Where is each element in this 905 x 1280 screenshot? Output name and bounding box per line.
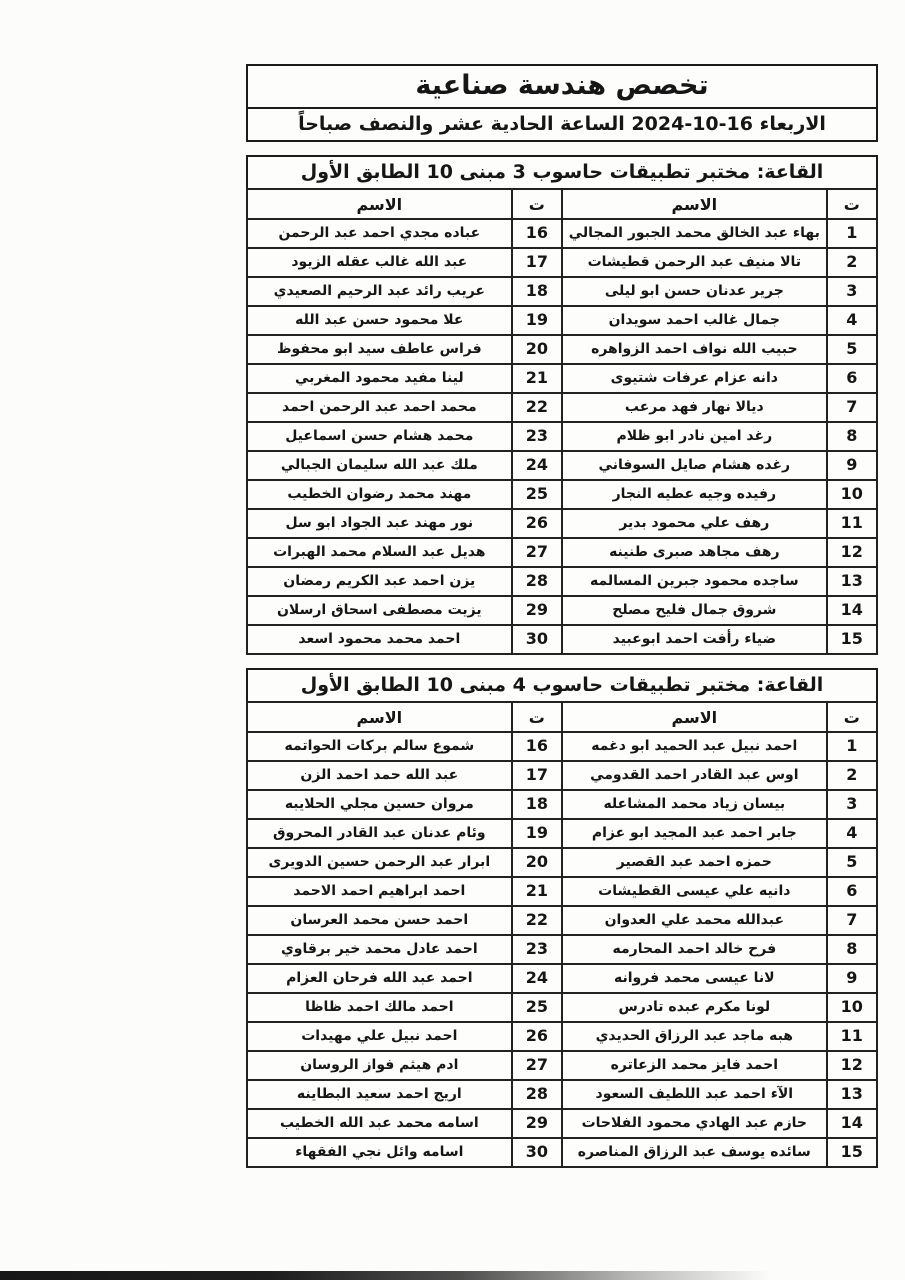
name-cell: حمزه احمد عبد القصير [562, 848, 827, 877]
seq-cell: 6 [827, 877, 877, 906]
name-cell: اوس عبد القادر احمد القدومي [562, 761, 827, 790]
roster-header-row [247, 702, 877, 732]
seq-cell: 7 [827, 393, 877, 422]
seq-cell: 30 [512, 625, 562, 654]
name-cell: اريج احمد سعيد البطاينه [247, 1080, 512, 1109]
seq-cell: 28 [512, 567, 562, 596]
name-cell: مهند محمد رضوان الخطيب [247, 480, 512, 509]
seq-cell: 16 [512, 732, 562, 761]
seq-cell: 30 [512, 1138, 562, 1167]
seq-cell: 12 [827, 1051, 877, 1080]
name-cell: محمد هشام حسن اسماعيل [247, 422, 512, 451]
name-cell: جابر احمد عبد المجيد ابو عزام [562, 819, 827, 848]
seq-cell: 10 [827, 480, 877, 509]
seq-cell: 5 [827, 335, 877, 364]
name-cell: عبد الله حمد احمد الزن [247, 761, 512, 790]
seq-cell: 15 [827, 625, 877, 654]
seq-cell: 29 [512, 596, 562, 625]
page-title: تخصص هندسة صناعية [246, 64, 878, 109]
document-content [246, 64, 878, 1168]
table-row [247, 1051, 877, 1080]
name-cell: احمد محمد محمود اسعد [247, 625, 512, 654]
seq-cell: 21 [512, 877, 562, 906]
name-cell: احمد عبد الله فرحان العزام [247, 964, 512, 993]
column-header-seq: ت [827, 189, 877, 219]
name-cell: بيسان زياد محمد المشاعله [562, 790, 827, 819]
name-cell: عبد الله غالب عقله الزيود [247, 248, 512, 277]
name-cell: تالا منيف عبد الرحمن قطيشات [562, 248, 827, 277]
name-cell: لانا عيسى محمد فروانه [562, 964, 827, 993]
seq-cell: 17 [512, 761, 562, 790]
table-row [247, 567, 877, 596]
name-cell: مروان حسين مجلي الحلايبه [247, 790, 512, 819]
seq-cell: 16 [512, 219, 562, 248]
table-row [247, 538, 877, 567]
name-cell: احمد مالك احمد ظاظا [247, 993, 512, 1022]
name-cell: ابرار عبد الرحمن حسين الدويرى [247, 848, 512, 877]
table-row [247, 509, 877, 538]
seq-cell: 11 [827, 509, 877, 538]
seq-cell: 1 [827, 219, 877, 248]
name-cell: دانيه علي عيسى القطيشات [562, 877, 827, 906]
seq-cell: 27 [512, 538, 562, 567]
name-cell: محمد احمد عبد الرحمن احمد [247, 393, 512, 422]
seq-cell: 18 [512, 790, 562, 819]
seq-cell: 2 [827, 761, 877, 790]
seq-cell: 20 [512, 848, 562, 877]
seq-cell: 22 [512, 393, 562, 422]
name-cell: ديالا نهار فهد مرعب [562, 393, 827, 422]
seq-cell: 6 [827, 364, 877, 393]
table-row [247, 248, 877, 277]
seq-cell: 14 [827, 596, 877, 625]
name-cell: ضياء رأفت احمد ابوعبيد [562, 625, 827, 654]
name-cell: سائده يوسف عبد الرزاق المناصره [562, 1138, 827, 1167]
table-row [247, 306, 877, 335]
table-row [247, 1138, 877, 1167]
name-cell: حبيب الله نواف احمد الزواهره [562, 335, 827, 364]
table-row [247, 993, 877, 1022]
seq-cell: 4 [827, 819, 877, 848]
name-cell: شموع سالم بركات الحواتمه [247, 732, 512, 761]
seq-cell: 2 [827, 248, 877, 277]
table-row [247, 393, 877, 422]
table-row [247, 422, 877, 451]
room-table-2 [246, 668, 878, 1168]
name-cell: دانه عزام عرفات شتيوى [562, 364, 827, 393]
table-row [247, 732, 877, 761]
name-cell: رغده هشام صايل السوفاني [562, 451, 827, 480]
column-header-seq: ت [512, 702, 562, 732]
name-cell: جرير عدنان حسن ابو ليلى [562, 277, 827, 306]
seq-cell: 27 [512, 1051, 562, 1080]
table-row [247, 219, 877, 248]
table-row [247, 906, 877, 935]
name-cell: جمال غالب احمد سويدان [562, 306, 827, 335]
column-header-name: الاسم [247, 702, 512, 732]
name-cell: عريب رائد عبد الرحيم الصعيدي [247, 277, 512, 306]
column-header-seq: ت [512, 189, 562, 219]
table-row [247, 848, 877, 877]
column-header-name: الاسم [562, 702, 827, 732]
seq-cell: 18 [512, 277, 562, 306]
roster-body [247, 732, 877, 1167]
name-cell: حازم عبد الهادي محمود الفلاحات [562, 1109, 827, 1138]
seq-cell: 8 [827, 935, 877, 964]
name-cell: احمد نبيل علي مهيدات [247, 1022, 512, 1051]
table-row [247, 364, 877, 393]
seq-cell: 24 [512, 964, 562, 993]
table-row [247, 877, 877, 906]
name-cell: ادم هيثم فواز الروسان [247, 1051, 512, 1080]
name-cell: رفيده وجيه عطيه النجار [562, 480, 827, 509]
seq-cell: 29 [512, 1109, 562, 1138]
session-datetime: الاربعاء 16-10-2024 الساعة الحادية عشر والنصف صباحاً [246, 107, 878, 142]
name-cell: اسامه محمد عبد الله الخطيب [247, 1109, 512, 1138]
seq-cell: 25 [512, 993, 562, 1022]
seq-cell: 3 [827, 277, 877, 306]
seq-cell: 20 [512, 335, 562, 364]
room-title: القاعة: مختبر تطبيقات حاسوب 3 مبنى 10 الطابق الأول [246, 155, 878, 188]
seq-cell: 4 [827, 306, 877, 335]
name-cell: رهف مجاهد صبرى طنينه [562, 538, 827, 567]
table-row [247, 1080, 877, 1109]
roster-body [247, 219, 877, 654]
seq-cell: 11 [827, 1022, 877, 1051]
name-cell: ساجده محمود جبرين المسالمه [562, 567, 827, 596]
seq-cell: 13 [827, 567, 877, 596]
table-row [247, 451, 877, 480]
name-cell: فرح خالد احمد المحارمه [562, 935, 827, 964]
table-row [247, 480, 877, 509]
roster-header-row [247, 189, 877, 219]
name-cell: علا محمود حسن عبد الله [247, 306, 512, 335]
name-cell: احمد ابراهيم احمد الاحمد [247, 877, 512, 906]
seq-cell: 8 [827, 422, 877, 451]
seq-cell: 13 [827, 1080, 877, 1109]
name-cell: لونا مكرم عبده تادرس [562, 993, 827, 1022]
table-row [247, 1109, 877, 1138]
name-cell: يزيت مصطفى اسحاق ارسلان [247, 596, 512, 625]
room-title: القاعة: مختبر تطبيقات حاسوب 4 مبنى 10 الطابق الأول [246, 668, 878, 701]
name-cell: هبه ماجد عبد الرزاق الحديدي [562, 1022, 827, 1051]
seq-cell: 19 [512, 306, 562, 335]
seq-cell: 7 [827, 906, 877, 935]
name-cell: عباده مجدي احمد عبد الرحمن [247, 219, 512, 248]
column-header-seq: ت [827, 702, 877, 732]
table-row [247, 790, 877, 819]
name-cell: بهاء عبد الخالق محمد الجبور المجالي [562, 219, 827, 248]
seq-cell: 1 [827, 732, 877, 761]
name-cell: ملك عبد الله سليمان الجبالي [247, 451, 512, 480]
student-roster-table [246, 188, 878, 655]
table-row [247, 625, 877, 654]
scan-edge-artifact [0, 1271, 770, 1280]
seq-cell: 14 [827, 1109, 877, 1138]
seq-cell: 9 [827, 964, 877, 993]
table-row [247, 277, 877, 306]
name-cell: احمد عادل محمد خير برقاوي [247, 935, 512, 964]
name-cell: احمد فايز محمد الزعاتره [562, 1051, 827, 1080]
name-cell: لينا مفيد محمود المغربي [247, 364, 512, 393]
name-cell: احمد نبيل عبد الحميد ابو دغمه [562, 732, 827, 761]
table-row [247, 1022, 877, 1051]
column-header-name: الاسم [562, 189, 827, 219]
seq-cell: 3 [827, 790, 877, 819]
name-cell: هديل عبد السلام محمد الهبرات [247, 538, 512, 567]
room-table-1 [246, 155, 878, 655]
seq-cell: 21 [512, 364, 562, 393]
name-cell: شروق جمال فليح مصلح [562, 596, 827, 625]
name-cell: عبدالله محمد علي العدوان [562, 906, 827, 935]
seq-cell: 9 [827, 451, 877, 480]
name-cell: وئام عدنان عبد القادر المحروق [247, 819, 512, 848]
table-row [247, 761, 877, 790]
seq-cell: 5 [827, 848, 877, 877]
name-cell: فراس عاطف سيد ابو محفوظ [247, 335, 512, 364]
seq-cell: 12 [827, 538, 877, 567]
table-row [247, 964, 877, 993]
seq-cell: 24 [512, 451, 562, 480]
table-row [247, 596, 877, 625]
student-roster-table [246, 701, 878, 1168]
name-cell: احمد حسن محمد العرسان [247, 906, 512, 935]
seq-cell: 10 [827, 993, 877, 1022]
seq-cell: 15 [827, 1138, 877, 1167]
seq-cell: 23 [512, 935, 562, 964]
seq-cell: 19 [512, 819, 562, 848]
name-cell: اسامه وائل نجي الفقهاء [247, 1138, 512, 1167]
seq-cell: 28 [512, 1080, 562, 1109]
name-cell: نور مهند عبد الجواد ابو سل [247, 509, 512, 538]
seq-cell: 26 [512, 509, 562, 538]
seq-cell: 17 [512, 248, 562, 277]
seq-cell: 22 [512, 906, 562, 935]
name-cell: يزن احمد عبد الكريم رمضان [247, 567, 512, 596]
column-header-name: الاسم [247, 189, 512, 219]
seq-cell: 23 [512, 422, 562, 451]
table-row [247, 819, 877, 848]
table-row [247, 935, 877, 964]
name-cell: رهف علي محمود بدير [562, 509, 827, 538]
seq-cell: 26 [512, 1022, 562, 1051]
name-cell: رغد امين نادر ابو ظلام [562, 422, 827, 451]
seq-cell: 25 [512, 480, 562, 509]
table-row [247, 335, 877, 364]
name-cell: الآء احمد عبد اللطيف السعود [562, 1080, 827, 1109]
